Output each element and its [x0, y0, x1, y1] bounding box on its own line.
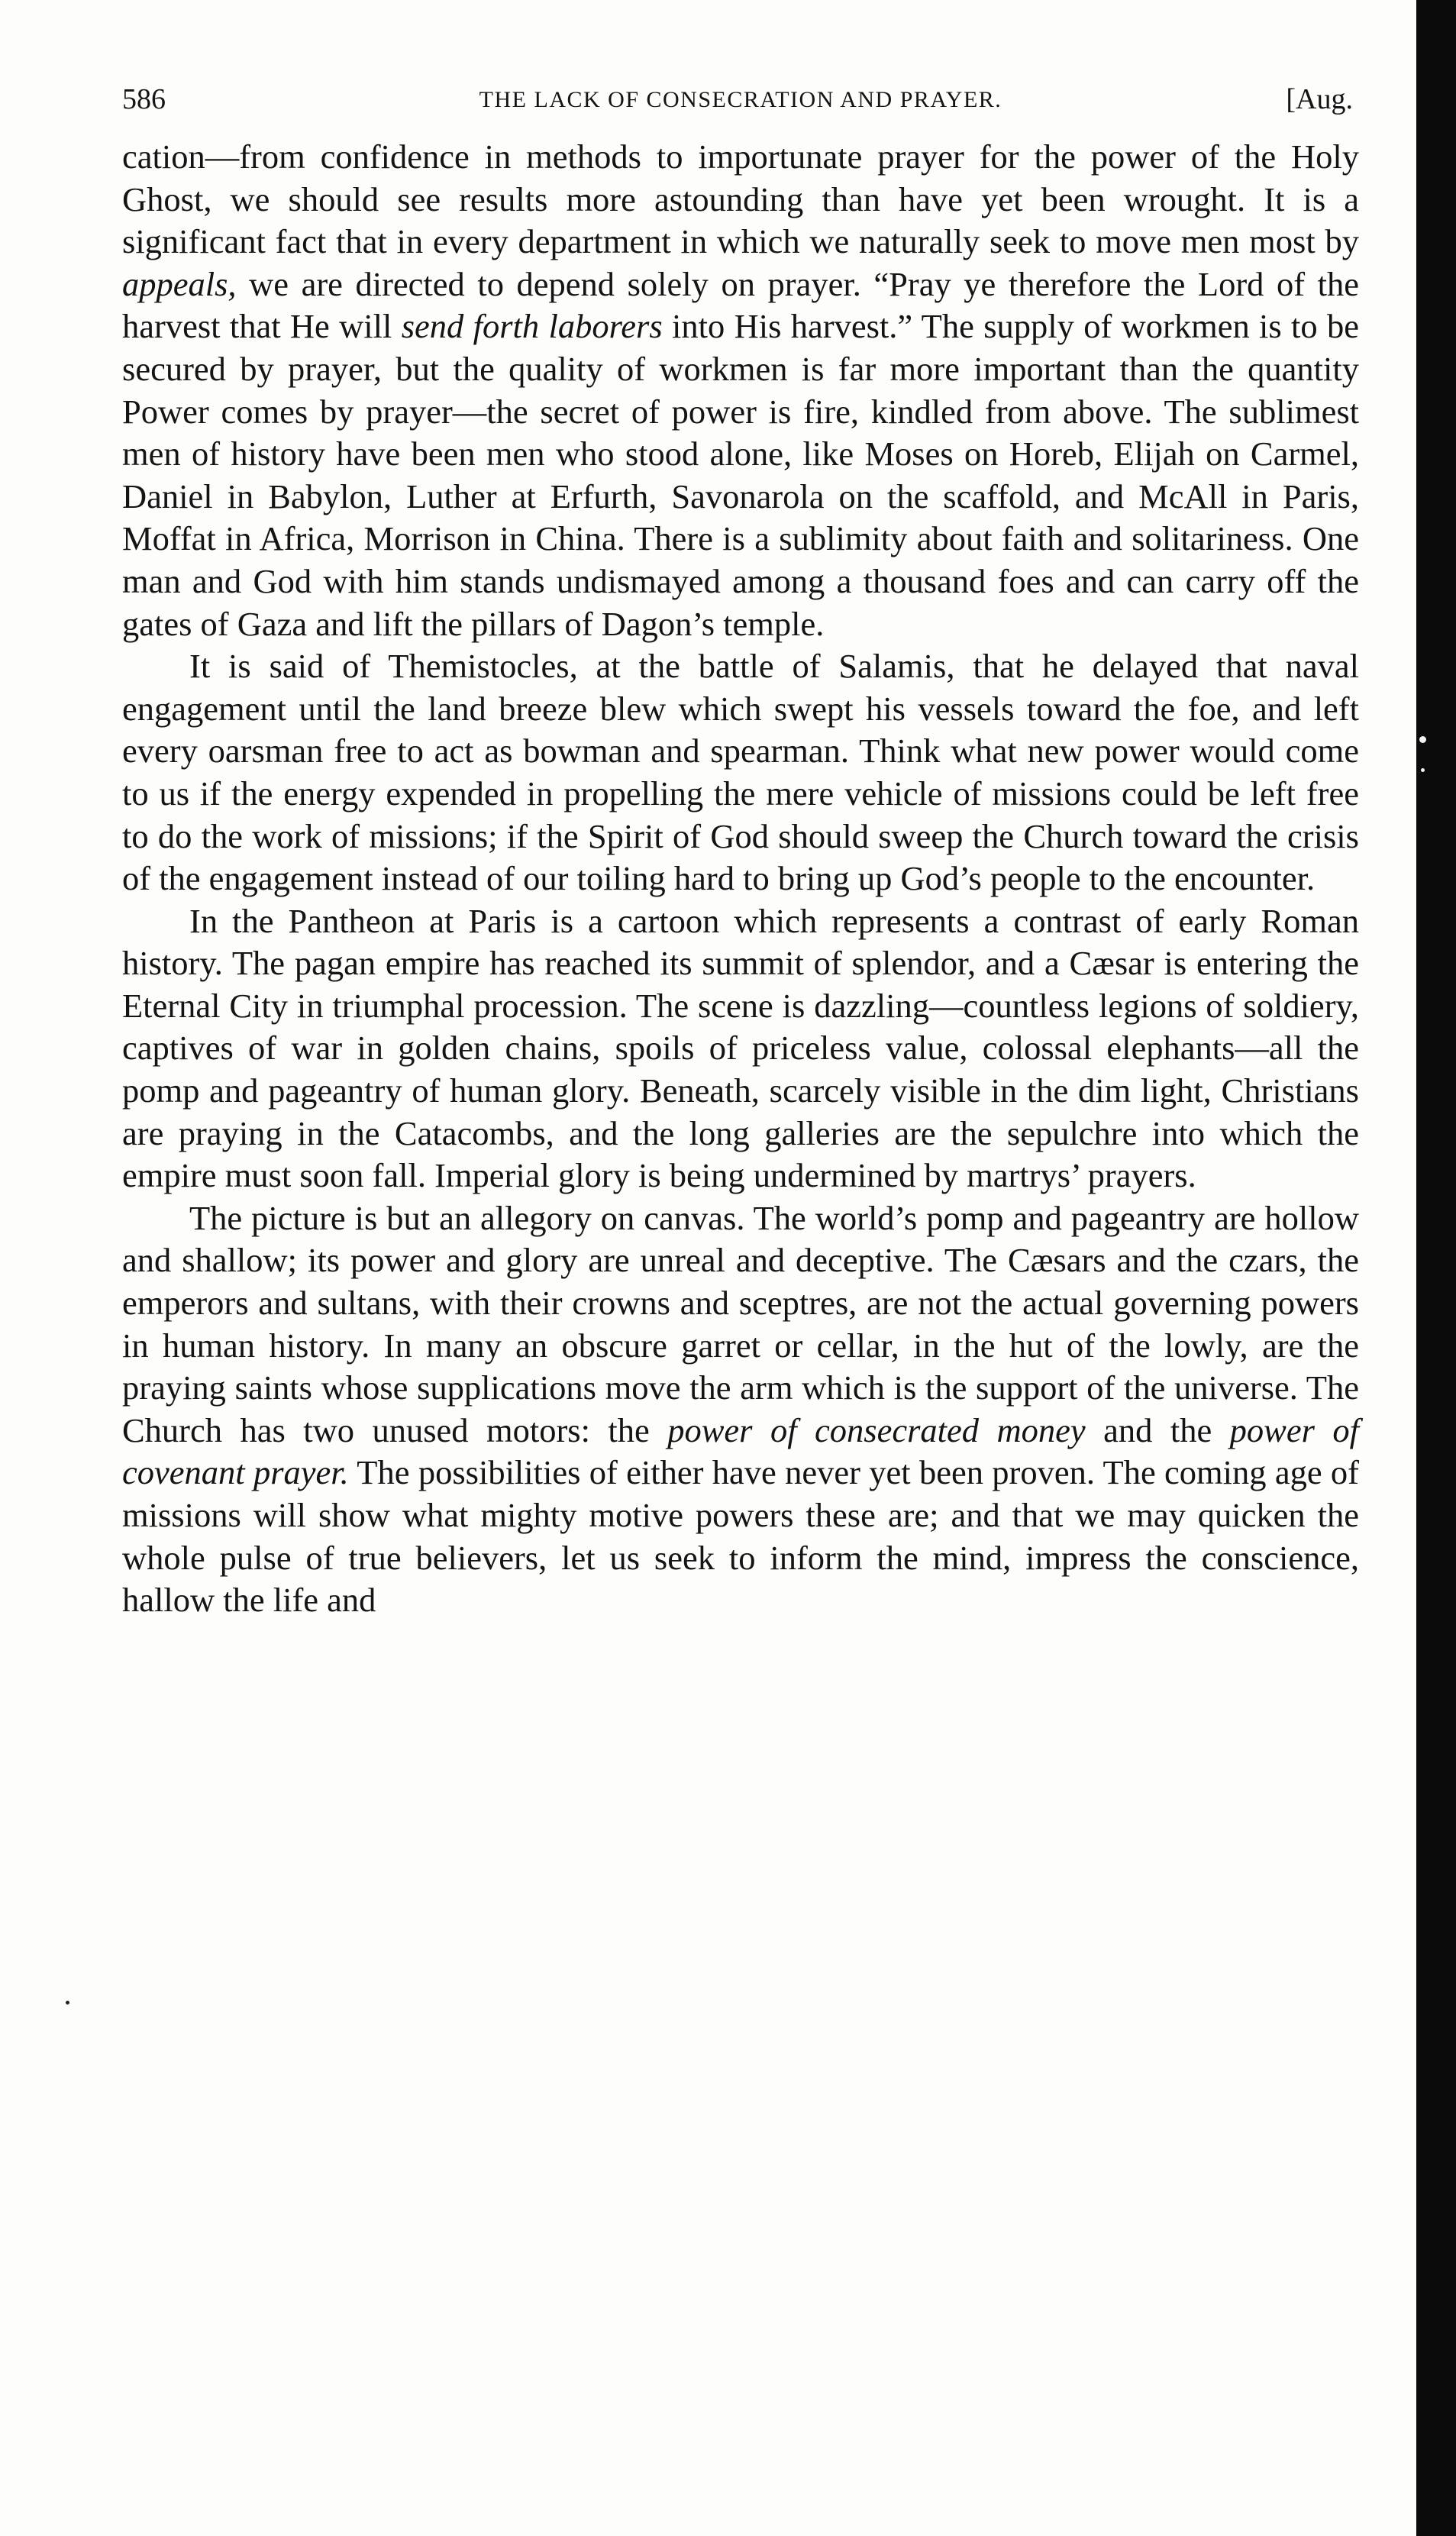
margin-speck: [66, 2001, 69, 2005]
article-body: [122, 136, 1359, 1622]
scan-edge-shadow: [1416, 0, 1456, 2536]
text-run: The picture is but an allegory on canvas. The world’s pomp and pageantry are hollow and shallow; its power and glory are unreal and deceptive. The Cæsars and the czars, the emperors and sultans, with their crowns and sceptres, are not the actual governing powers in human history. In many an obscure garret or cellar, in the hut of the lowly, are the praying saints whose supplications move the arm which is the support of the universe. The Church has two unused motors: the: [122, 1198, 1359, 1449]
italic-run: send forth laborers: [401, 307, 663, 346]
text-run: cation—from confidence in methods to importunate prayer for the power of the Holy Ghost, we should see results more astounding than have yet been wrought. It is a significant fact that in every department in which we naturally seek to move men most by: [122, 137, 1359, 261]
paragraph: [122, 136, 1359, 645]
paragraph: [122, 1197, 1359, 1622]
text-run: The possibilities of either have never yet been proven. The coming age of missions will show what mighty motive powers these are; and that we may quicken the whole pulse of true believers, let us seek to inform the mind, impress the conscience, hallow the life and: [122, 1453, 1359, 1620]
running-title: THE LACK OF CONSECRATION AND PRAYER.: [479, 87, 1002, 112]
italic-run: power of consecrated money: [667, 1410, 1086, 1449]
text-run: It is said of Themistocles, at the battle of Salamis, that he delayed that naval engagement until the land breeze blew which swept his vessels toward the foe, and left every oarsman free to act as bowman and spearman. Think what new power would come to us if the energy expended in propelling the mere vehicle of missions could be left free to do the work of missions; if the Spirit of God should sweep the Church toward the crisis of the engagement instead of our toiling hard to bring up God’s people to the encounter.: [122, 647, 1359, 898]
text-run: into His harvest.” The supply of workmen is to be secured by prayer, but the quality of workmen is far more important than the quantity Power comes by prayer—the secret of power is fire, kindled from above. The sublimest men of history have been men who stood alone, like Moses on Horeb, Elijah on Carmel, Daniel in Babylon, Luther at Erfurth, Savonarola on the scaffold, and McAll in Paris, Moffat in Africa, Morrison in China. There is a sublimity about faith and solitariness. One man and God with him stands undismayed among a thousand foes and can carry off the gates of Gaza and lift the pillars of Dagon’s temple.: [122, 307, 1360, 643]
text-run: and the: [1085, 1410, 1230, 1449]
running-header: [122, 82, 1359, 121]
paragraph: [122, 900, 1359, 1197]
page-number: 586: [122, 83, 166, 115]
italic-run: power of covenant prayer.: [122, 1410, 1359, 1492]
issue-month: [Aug.: [1286, 83, 1353, 115]
italic-run: appeals,: [122, 264, 237, 303]
edge-speck: [1419, 736, 1426, 743]
paragraph: [122, 645, 1359, 900]
edge-speck: [1421, 768, 1425, 772]
text-run: In the Pantheon at Paris is a cartoon which represents a contrast of early Roman history. The pagan empire has reached its summit of splendor, and a Cæsar is entering the Eternal City in triumphal procession. The scene is dazzling—countless legions of soldiery, captives of war in golden chains, spoils of priceless value, colossal elephants—all the pomp and pageantry of human glory. Beneath, scarcely visible in the dim light, Christians are praying in the Catacombs, and the long galleries are the sepulchre into which the empire must soon fall. Imperial glory is being undermined by martrys’ prayers.: [122, 901, 1359, 1195]
text-run: we are directed to depend solely on prayer. “Pray ye therefore the Lord of the harvest that He will: [122, 264, 1359, 346]
